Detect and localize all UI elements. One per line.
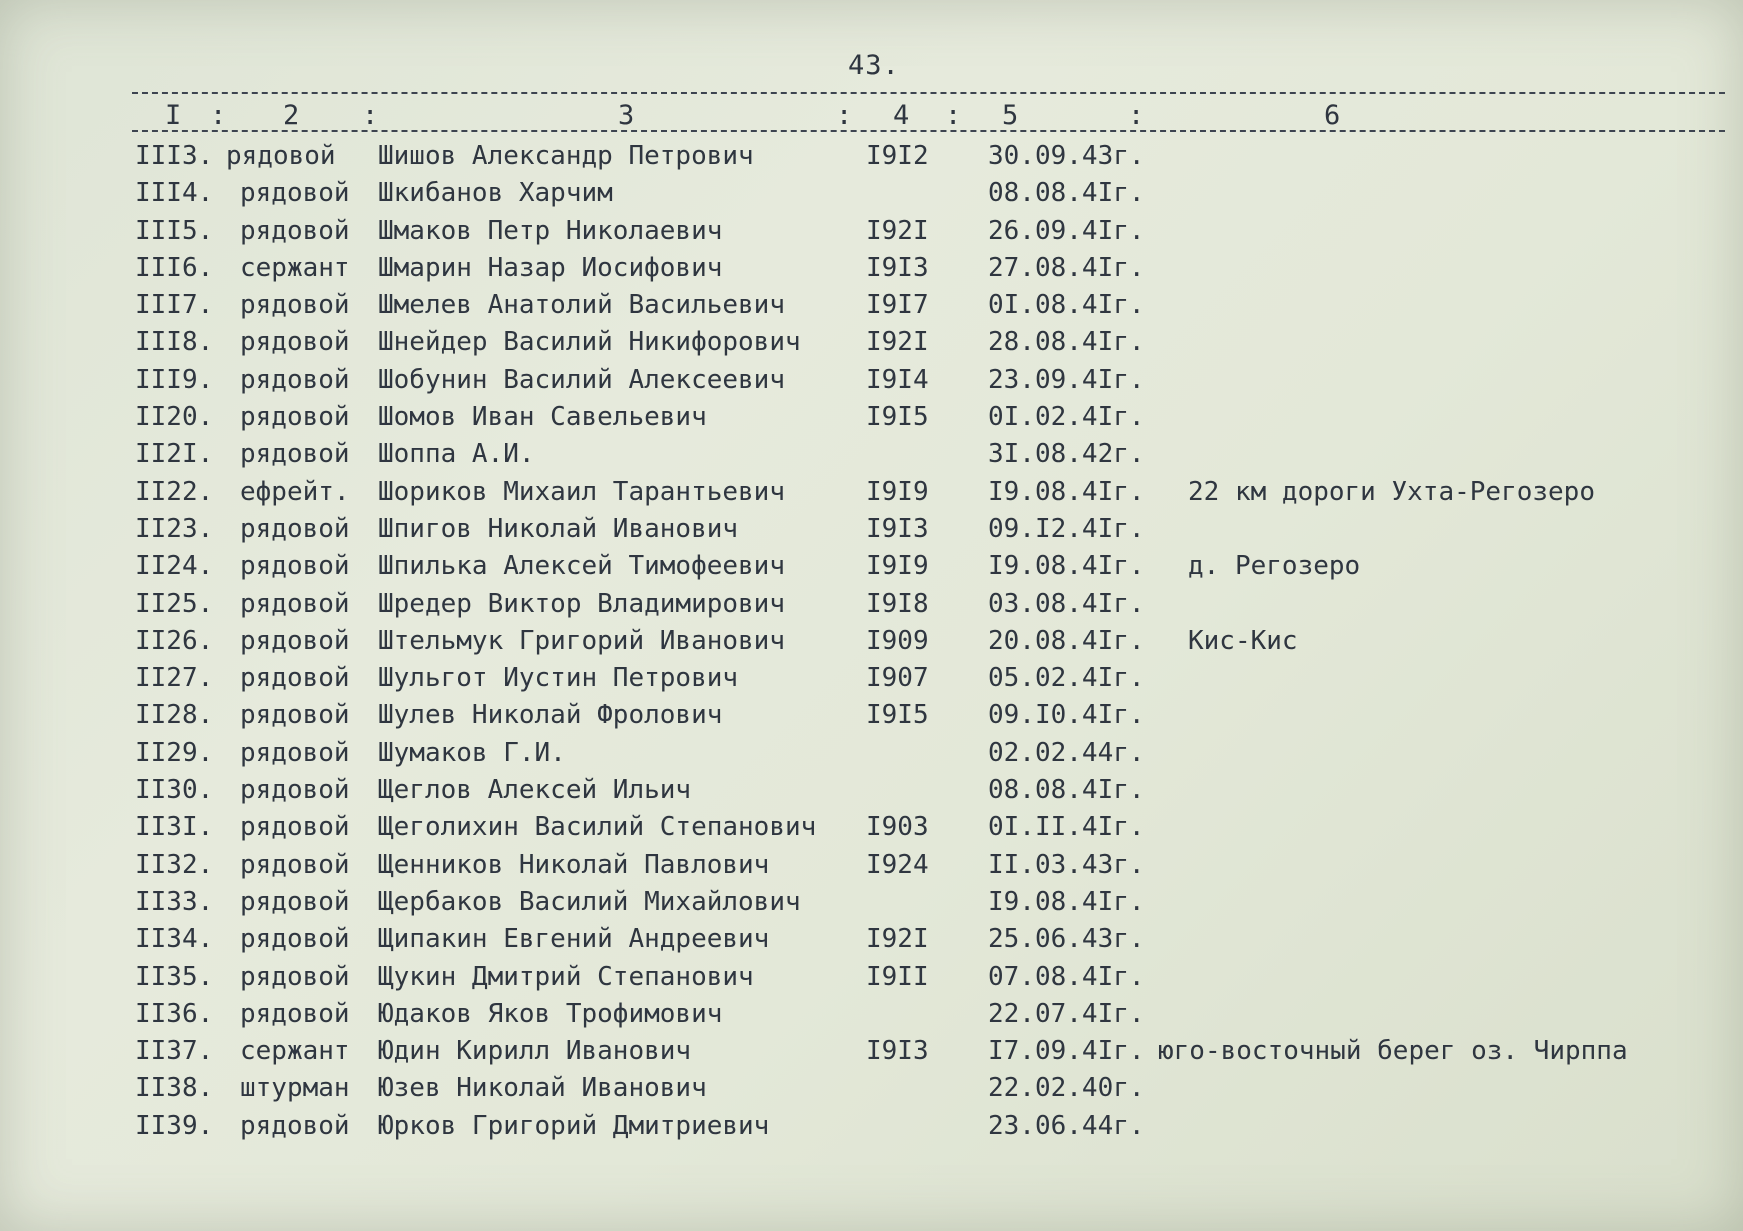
birth-year: I9I5 [866,700,929,731]
date-of-loss: 22.07.4Iг. [988,998,1145,1029]
military-rank: рядовой [240,215,350,246]
date-of-loss: 28.08.4Iг. [988,327,1145,358]
header-top-rule [132,92,1725,94]
table-row [0,772,1743,809]
table-row [0,474,1743,511]
full-name: Юдин Кирилл Иванович [378,1036,692,1067]
header-col-4: 4 [893,100,910,131]
full-name: Щипакин Евгений Андреевич [378,924,770,955]
full-name: Шпилька Алексей Тимофеевич [378,551,785,582]
full-name: Шишов Александр Петрович [378,141,754,171]
header-separator: : [362,100,379,131]
header-separator: : [836,100,853,131]
burial-place-note: юго-восточный берег оз. Чирппа [1158,1036,1628,1067]
birth-year: I9I3 [866,513,929,544]
date-of-loss: 07.08.4Iг. [988,961,1145,992]
table-row [0,511,1743,548]
military-rank: рядовой [240,364,350,395]
record-number: III5. [135,215,214,246]
full-name: Шульгот Иустин Петрович [378,663,739,694]
record-number: II39. [135,1110,214,1141]
full-name: Шумаков Г.И. [378,737,566,768]
full-name: Шобунин Василий Алексеевич [378,364,785,395]
date-of-loss: 23.06.44г. [988,1110,1145,1141]
burial-place-note: 22 км дороги Ухта-Регозеро [1188,476,1595,507]
date-of-loss: 30.09.43г. [988,141,1145,171]
military-rank: рядовой [240,700,350,731]
record-number: II25. [135,588,214,619]
military-rank: штурман [240,1073,350,1104]
record-number: II30. [135,775,214,806]
date-of-loss: 05.02.4Iг. [988,663,1145,694]
full-name: Юрков Григорий Дмитриевич [378,1110,770,1141]
birth-year: I9I8 [866,588,929,619]
table-body [0,138,1743,1145]
table-row [0,548,1743,585]
birth-year: I9I3 [866,252,929,283]
full-name: Шпигов Николай Иванович [378,513,739,544]
military-rank: рядовой [240,1110,350,1141]
date-of-loss: 0I.II.4Iг. [988,812,1145,843]
date-of-loss: I9.08.4Iг. [988,886,1145,917]
military-rank: рядовой [226,141,336,171]
table-row [0,697,1743,734]
military-rank: рядовой [240,886,350,917]
burial-place-note: д. Регозеро [1188,551,1361,582]
birth-year: I909 [866,625,929,656]
table-row [0,287,1743,324]
full-name: Шредер Виктор Владимирович [378,588,785,619]
header-col-1: I [165,100,182,131]
birth-year: I907 [866,663,929,694]
record-number: II22. [135,476,214,507]
date-of-loss: I9.08.4Iг. [988,476,1145,507]
table-row [0,436,1743,473]
military-rank: сержант [240,1036,350,1067]
full-name: Шнейдер Василий Никифорович [378,327,801,358]
military-rank: рядовой [240,551,350,582]
date-of-loss: 20.08.4Iг. [988,625,1145,656]
birth-year: I9I4 [866,364,929,395]
date-of-loss: 02.02.44г. [988,737,1145,768]
header-separator: : [1128,100,1145,131]
table-row [0,1033,1743,1070]
header-col-2: 2 [283,100,300,131]
table-row [0,660,1743,697]
full-name: Щербаков Василий Михайлович [378,886,801,917]
date-of-loss: 09.I0.4Iг. [988,700,1145,731]
table-row [0,586,1743,623]
military-rank: рядовой [240,513,350,544]
header-separator: : [210,100,227,131]
record-number: II34. [135,924,214,955]
military-rank: рядовой [240,663,350,694]
burial-place-note: Кис-Кис [1188,625,1298,656]
date-of-loss: 23.09.4Iг. [988,364,1145,395]
record-number: II20. [135,402,214,433]
record-number: II3I. [135,812,214,843]
birth-year: I9I2 [866,141,929,171]
table-row [0,399,1743,436]
table-row [0,175,1743,212]
record-number: III3. [135,141,214,171]
military-rank: рядовой [240,402,350,433]
full-name: Шмарин Назар Иосифович [378,252,723,283]
record-number: II24. [135,551,214,582]
military-rank: рядовой [240,737,350,768]
birth-year: I92I [866,327,929,358]
military-rank: рядовой [240,849,350,880]
date-of-loss: 3I.08.42г. [988,439,1145,470]
table-row [0,1070,1743,1107]
date-of-loss: 26.09.4Iг. [988,215,1145,246]
table-row [0,362,1743,399]
record-number: II2I. [135,439,214,470]
full-name: Щеголихин Василий Степанович [378,812,817,843]
date-of-loss: I9.08.4Iг. [988,551,1145,582]
military-rank: рядовой [240,178,350,209]
date-of-loss: 25.06.43г. [988,924,1145,955]
date-of-loss: 0I.02.4Iг. [988,402,1145,433]
record-number: II23. [135,513,214,544]
birth-year: I9II [866,961,929,992]
table-row [0,250,1743,287]
birth-year: I9I5 [866,402,929,433]
record-number: II28. [135,700,214,731]
full-name: Шомов Иван Савельевич [378,402,707,433]
military-rank: рядовой [240,961,350,992]
birth-year: I9I3 [866,1036,929,1067]
birth-year: I92I [866,215,929,246]
date-of-loss: I7.09.4Iг. [988,1036,1145,1067]
header-bottom-rule [132,130,1725,132]
table-row [0,884,1743,921]
military-rank: рядовой [240,625,350,656]
full-name: Юзев Николай Иванович [378,1073,707,1104]
page-number: 43. [848,50,900,81]
header-separator: : [945,100,962,131]
date-of-loss: 0I.08.4Iг. [988,290,1145,321]
record-number: II32. [135,849,214,880]
table-row [0,996,1743,1033]
table-row [0,921,1743,958]
table-row [0,735,1743,772]
record-number: II37. [135,1036,214,1067]
table-row [0,809,1743,846]
full-name: Юдаков Яков Трофимович [378,998,723,1029]
military-rank: рядовой [240,812,350,843]
table-row [0,623,1743,660]
military-rank: рядовой [240,998,350,1029]
date-of-loss: II.03.43г. [988,849,1145,880]
date-of-loss: 09.I2.4Iг. [988,513,1145,544]
birth-year: I92I [866,924,929,955]
military-rank: рядовой [240,327,350,358]
military-rank: рядовой [240,439,350,470]
full-name: Щеглов Алексей Ильич [378,775,692,806]
table-row [0,847,1743,884]
date-of-loss: 08.08.4Iг. [988,178,1145,209]
record-number: II27. [135,663,214,694]
birth-year: I9I9 [866,551,929,582]
military-rank: рядовой [240,588,350,619]
full-name: Штельмук Григорий Иванович [378,625,785,656]
record-number: II26. [135,625,214,656]
full-name: Щенников Николай Павлович [378,849,770,880]
table-row [0,959,1743,996]
record-number: II33. [135,886,214,917]
record-number: III4. [135,178,214,209]
full-name: Шориков Михаил Тарантьевич [378,476,785,507]
header-col-3: 3 [618,100,635,131]
full-name: Шкибанов Харчим [378,178,613,209]
record-number: II29. [135,737,214,768]
birth-year: I9I9 [866,476,929,507]
record-number: III8. [135,327,214,358]
date-of-loss: 08.08.4Iг. [988,775,1145,806]
birth-year: I924 [866,849,929,880]
military-rank: ефрейт. [240,476,350,507]
record-number: II36. [135,998,214,1029]
military-rank: рядовой [240,924,350,955]
full-name: Шоппа А.И. [378,439,535,470]
date-of-loss: 27.08.4Iг. [988,252,1145,283]
record-number: II35. [135,961,214,992]
full-name: Шулев Николай Фролович [378,700,723,731]
table-row [0,213,1743,250]
header-col-6: 6 [1324,100,1341,131]
table-row [0,138,1743,175]
table-row [0,1108,1743,1145]
military-rank: сержант [240,252,350,283]
record-number: III6. [135,252,214,283]
military-rank: рядовой [240,290,350,321]
birth-year: I9I7 [866,290,929,321]
record-number: III7. [135,290,214,321]
date-of-loss: 22.02.40г. [988,1073,1145,1104]
full-name: Шмелев Анатолий Васильевич [378,290,785,321]
birth-year: I903 [866,812,929,843]
full-name: Шмаков Петр Николаевич [378,215,723,246]
military-rank: рядовой [240,775,350,806]
record-number: III9. [135,364,214,395]
table-header [0,100,1743,130]
record-number: II38. [135,1073,214,1104]
table-row [0,324,1743,361]
date-of-loss: 03.08.4Iг. [988,588,1145,619]
header-col-5: 5 [1002,100,1019,131]
full-name: Щукин Дмитрий Степанович [378,961,754,992]
